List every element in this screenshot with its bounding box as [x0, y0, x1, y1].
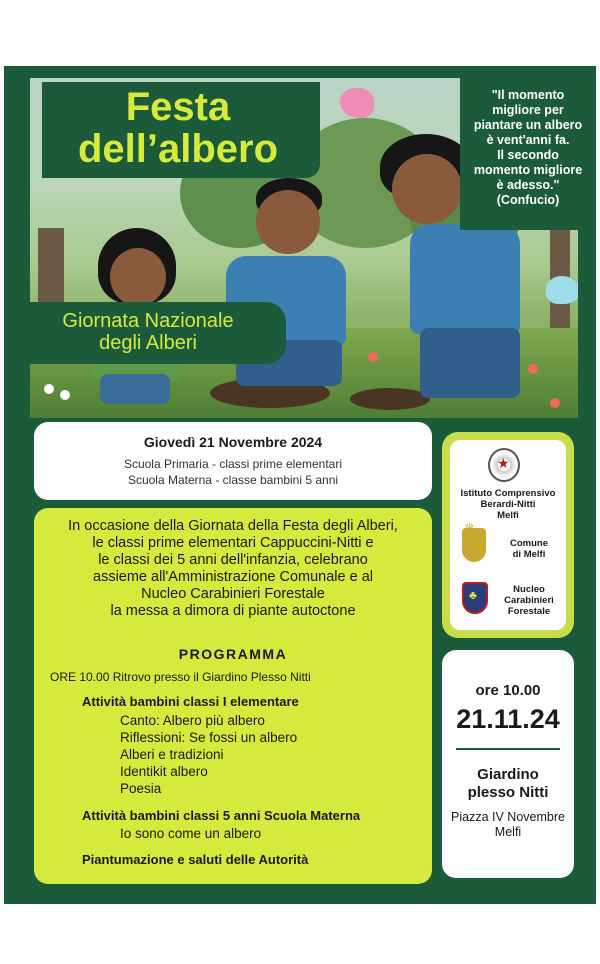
event-date: Giovedì 21 Novembre 2024 [143, 434, 323, 450]
event-time: ore 10.00 [475, 682, 541, 699]
list-item: Poesia [120, 781, 162, 796]
intro-text: In occasione della Giornata della Festa degli Alberi, le classi prime elementari Cappuccini-Nitti e le classi dei 5 anni dell'infanzia, celebrano assieme all'Amministrazione Comunale e al Nucleo Carabinieri Forestale la messa a dimora di piante autoctone [68, 518, 398, 619]
comune-label: Comune di Melfi [510, 538, 548, 560]
star-icon: ★ [497, 455, 510, 471]
flower-icon [60, 390, 70, 400]
subtitle: Giornata Nazionale degli Alberi [62, 310, 234, 354]
flower-icon [368, 352, 378, 362]
flower-icon [550, 398, 560, 408]
istituto-label: Istituto Comprensivo Berardi-Nitti Melfi [460, 488, 556, 521]
soil-mound [350, 388, 430, 410]
finale-line: Piantumazione e saluti delle Autorità [82, 852, 309, 867]
nucleo-label: Nucleo Carabinieri Forestale [504, 584, 554, 617]
list-item: Identikit albero [120, 764, 208, 779]
boy-shirt [410, 224, 520, 334]
comune-melfi-crest-icon [462, 528, 486, 562]
activity1-list [120, 712, 297, 797]
tree-emblem-icon: ♣ [469, 588, 477, 602]
list-item: Riflessioni: Se fossi un albero [120, 730, 298, 745]
activity2-heading: Attività bambini classi 5 anni Scuola Materna [82, 808, 361, 823]
class-line-materna: Scuola Materna - classe bambini 5 anni [127, 473, 339, 487]
flower-icon [44, 384, 54, 394]
confucius-quote: "Il momento migliore per piantare un albero è vent'anni fa. Il secondo momento migliore è adesso." (Confucio) [473, 88, 583, 207]
list-item: Alberi e tradizioni [120, 747, 224, 762]
class-line-primaria: Scuola Primaria - classi prime elementari [123, 457, 343, 471]
activity1-heading: Attività bambini classi I elementare [82, 694, 299, 709]
poster [4, 66, 596, 904]
event-short-date: 21.11.24 [456, 704, 560, 734]
boy-pants [420, 328, 520, 398]
event-place: Giardino plesso Nitti [467, 766, 549, 801]
boy-face [392, 154, 462, 224]
divider [456, 748, 560, 750]
ritrovo-line: ORE 10.00 Ritrovo presso il Giardino Plesso Nitti [50, 670, 311, 684]
list-item: Canto: Albero più albero [120, 713, 265, 728]
boy-face [256, 190, 320, 254]
programma-heading: PROGRAMMA [178, 646, 288, 662]
girl-face [110, 248, 166, 306]
butterfly-icon [546, 276, 578, 304]
girl-pants [100, 374, 170, 404]
butterfly-icon [340, 88, 374, 118]
event-address: Piazza IV Novembre Melfi [451, 810, 565, 839]
date-box [34, 422, 432, 500]
activity2-item: Io sono come un albero [120, 826, 262, 841]
flower-icon [528, 364, 538, 374]
page-title: Festa dell’albero [77, 85, 279, 171]
